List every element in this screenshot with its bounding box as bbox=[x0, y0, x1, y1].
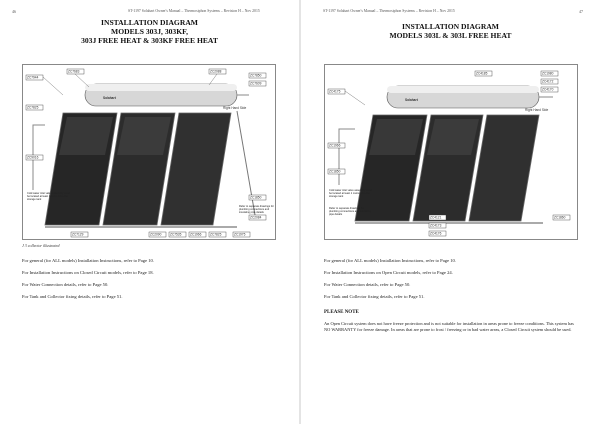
svg-text:ZC7609: ZC7609 bbox=[250, 81, 262, 86]
page-title-line-3: 303J FREE HEAT & 303KF FREE HEAT bbox=[81, 36, 218, 45]
svg-text:ZC4175: ZC4175 bbox=[329, 89, 341, 94]
svg-text:ZC2084: ZC2084 bbox=[250, 215, 262, 220]
svg-text:ZC4172: ZC4172 bbox=[542, 79, 554, 84]
svg-text:ZC1966: ZC1966 bbox=[190, 232, 202, 237]
page-number: 47 bbox=[579, 9, 583, 14]
svg-text:ZC4176: ZC4176 bbox=[430, 231, 442, 236]
svg-text:ZC4170: ZC4170 bbox=[542, 87, 554, 92]
right-page bbox=[301, 0, 600, 424]
note-inlet-valve: Cold water inlet valve assembly must be located at least 1 metre from the storage tank bbox=[329, 189, 372, 199]
note-plumbing: Refer to separate drawings for plumbing connections and insulating pipe details bbox=[239, 205, 274, 215]
svg-text:ZC1975: ZC1975 bbox=[234, 232, 246, 237]
svg-text:ZC1850: ZC1850 bbox=[250, 195, 262, 200]
figure-caption: J 3 collector illustrated bbox=[22, 243, 60, 248]
reference-general: For general (for ALL models) Installation Instructions, refer to Page 10. bbox=[324, 258, 456, 263]
reference-fixing-details: For Tank and Collector fixing details, refer to Page 51. bbox=[324, 294, 425, 299]
svg-text:ZC1860: ZC1860 bbox=[554, 215, 566, 220]
svg-text:ZC9016: ZC9016 bbox=[27, 155, 39, 160]
svg-text:ZC7825: ZC7825 bbox=[27, 105, 39, 110]
installation-diagram bbox=[22, 64, 276, 240]
svg-text:ZC7129: ZC7129 bbox=[72, 232, 84, 237]
svg-text:ZC7944: ZC7944 bbox=[27, 75, 39, 80]
page-title-line-2: MODELS 303L & 303L FREE HEAT bbox=[389, 31, 512, 40]
svg-text:ZC1980: ZC1980 bbox=[542, 71, 554, 76]
side-label: Right Hand Side bbox=[223, 106, 247, 110]
side-label: Right Hand Side bbox=[525, 108, 549, 112]
reference-water-connection: For Water Connection details, refer to Page 50. bbox=[324, 282, 411, 287]
page-title-line-2: MODELS 303J, 303KF, bbox=[111, 27, 188, 36]
reference-open-circuit: For Installation Instructions on Open Circuit models, refer to Page 24. bbox=[324, 270, 453, 275]
brand-logo: Solahart bbox=[405, 98, 418, 102]
running-header: ST-1197 Solahart Owner's Manual – Thermosiphon Systems – Revision H – Nov 2015 bbox=[323, 9, 455, 13]
svg-text:ZC4121: ZC4121 bbox=[430, 215, 442, 220]
reference-fixing-details: For Tank and Collector fixing details, refer to Page 51. bbox=[22, 294, 123, 299]
svg-text:ZC7825: ZC7825 bbox=[210, 232, 222, 237]
svg-text:ZC1966: ZC1966 bbox=[329, 143, 341, 148]
svg-text:ZC7683: ZC7683 bbox=[68, 69, 80, 74]
reference-water-connection: For Water Connection details, refer to Page 50. bbox=[22, 282, 109, 287]
brand-logo: Solahart bbox=[103, 96, 116, 100]
svg-text:ZC4185: ZC4185 bbox=[476, 71, 488, 76]
please-note-body: An Open Circuit system does not have freeze protection and is not suitable for installation in areas prone to freeze conditions. This system has NO WARRANTY for freeze damage. In areas that are prone to frost / freezing or in bad water areas, a Closed Circuit system should be used. bbox=[324, 321, 574, 333]
svg-text:ZC1850: ZC1850 bbox=[329, 169, 341, 174]
page-title-line-1: INSTALLATION DIAGRAM bbox=[101, 18, 198, 27]
reference-general: For general (for ALL models) Installation Instructions, refer to Page 10. bbox=[22, 258, 154, 263]
svg-text:ZC2088: ZC2088 bbox=[210, 69, 222, 74]
please-note-heading: PLEASE NOTE bbox=[324, 310, 359, 315]
page-number: 46 bbox=[12, 9, 16, 14]
page-title-line-1: INSTALLATION DIAGRAM bbox=[402, 22, 499, 31]
reference-closed-circuit: For Installation Instructions on Closed Circuit models, refer to Page 18. bbox=[22, 270, 154, 275]
note-plumbing: Refer to separate drawings for plumbing connections and insulating pipe details bbox=[329, 207, 371, 217]
svg-text:ZC2090: ZC2090 bbox=[150, 232, 162, 237]
left-page bbox=[0, 0, 299, 424]
svg-text:ZC4173: ZC4173 bbox=[430, 223, 442, 228]
installation-diagram bbox=[324, 64, 578, 240]
svg-text:ZC7850: ZC7850 bbox=[250, 73, 262, 78]
note-inlet-valve: Cold water inlet valve assembly must be located at least 1 metre from the storage tank bbox=[27, 192, 70, 202]
svg-text:ZC7535: ZC7535 bbox=[170, 232, 182, 237]
running-header: ST-1197 Solahart Owner's Manual – Thermosiphon Systems – Revision H – Nov 2015 bbox=[128, 9, 260, 13]
